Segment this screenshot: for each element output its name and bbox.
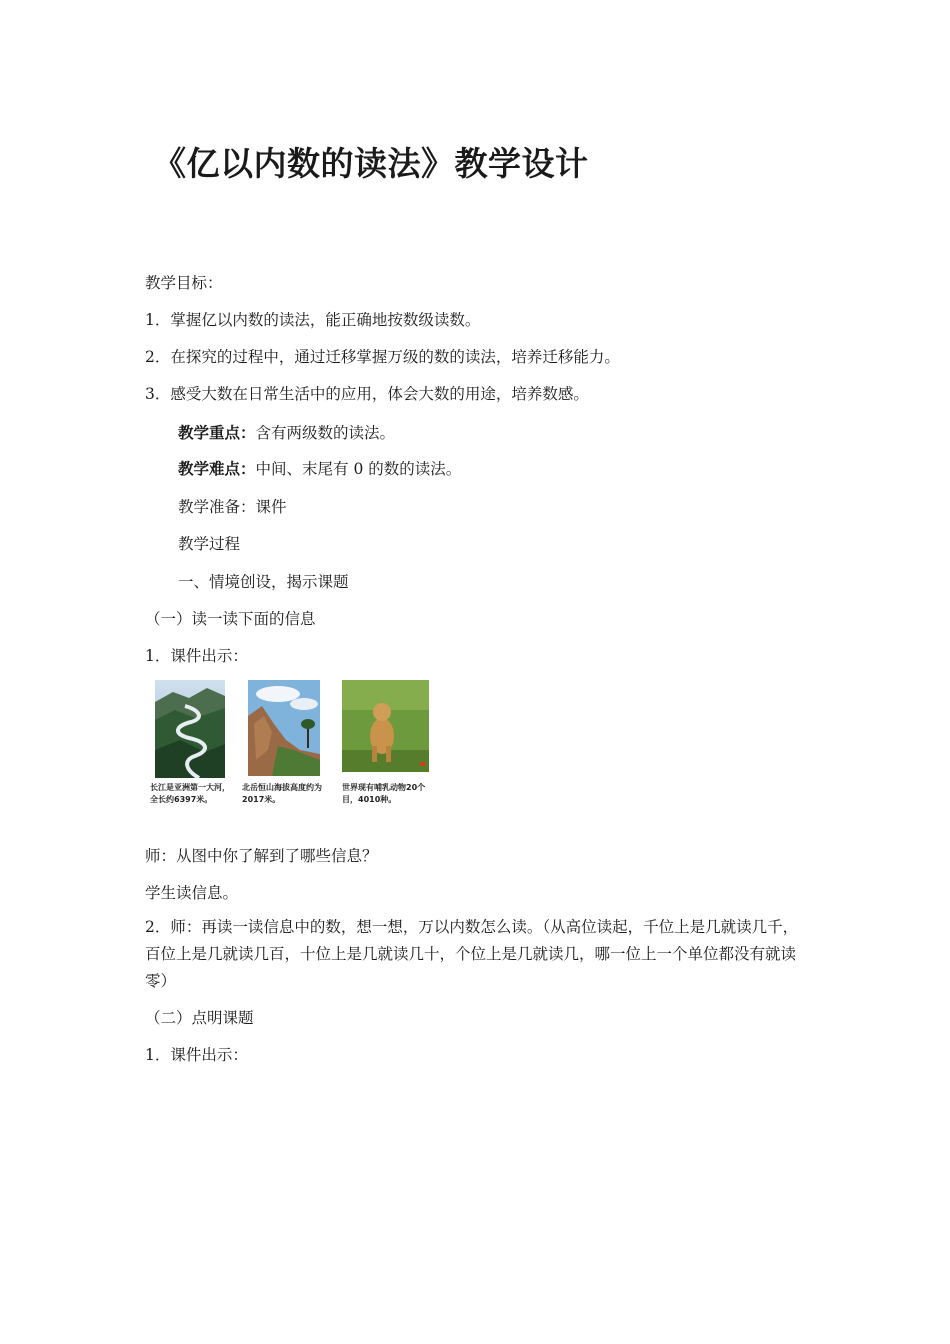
- difficulty-text: 中间、末尾有 0 的数的读法。: [255, 460, 462, 478]
- courseware-label: 1．课件出示：: [145, 1046, 248, 1064]
- river-valley-photo: [155, 680, 225, 778]
- subsection-heading: （二）点明课题: [145, 1009, 254, 1027]
- goal-item: 3．感受大数在日常生活中的应用，体会大数的用途，培养数感。: [145, 385, 589, 403]
- lion-cub-photo: [342, 680, 429, 772]
- teacher-question: 师：从图中你了解到了哪些信息？: [145, 847, 378, 865]
- subsection-heading: （一）读一读下面的信息: [145, 610, 316, 628]
- difficulty: [178, 460, 461, 478]
- goal-item: 1．掌握亿以内数的读法，能正确地按数级读数。: [145, 311, 481, 329]
- key-point-label: 教学重点：: [178, 423, 256, 442]
- preparation: 教学准备：课件: [178, 498, 287, 516]
- image-caption: 北岳恒山海拔高度约为2017米。: [242, 783, 322, 804]
- student-response: 学生读信息。: [145, 884, 239, 902]
- process-heading: 教学过程: [178, 535, 241, 553]
- key-point: [178, 424, 395, 442]
- mountain-cliff-photo: [248, 680, 320, 776]
- goals-heading: 教学目标：: [145, 274, 223, 292]
- key-point-text: 含有两级数的读法。: [255, 424, 396, 442]
- goal-item: 2．在探究的过程中，通过迁移掌握万级的数的读法，培养迁移能力。: [145, 348, 620, 366]
- image-caption: 世界现有哺乳动物20个目，4010种。: [342, 783, 426, 804]
- image-caption: 长江是亚洲第一大河，全长约6397米。: [150, 783, 230, 804]
- courseware-label: 1．课件出示：: [145, 647, 248, 665]
- section-heading: 一、情境创设，揭示课题: [178, 573, 349, 591]
- difficulty-label: 教学难点：: [178, 459, 256, 478]
- page-title: 《亿以内数的读法》教学设计: [153, 144, 589, 183]
- paragraph: 2．师：再读一读信息中的数，想一想，万以内数怎么读。（从高位读起，千位上是几就读几千，百位上是几就读几百，十位上是几就读几十，个位上是几就读几，哪一位上一个单位都没有就读零）: [145, 918, 799, 990]
